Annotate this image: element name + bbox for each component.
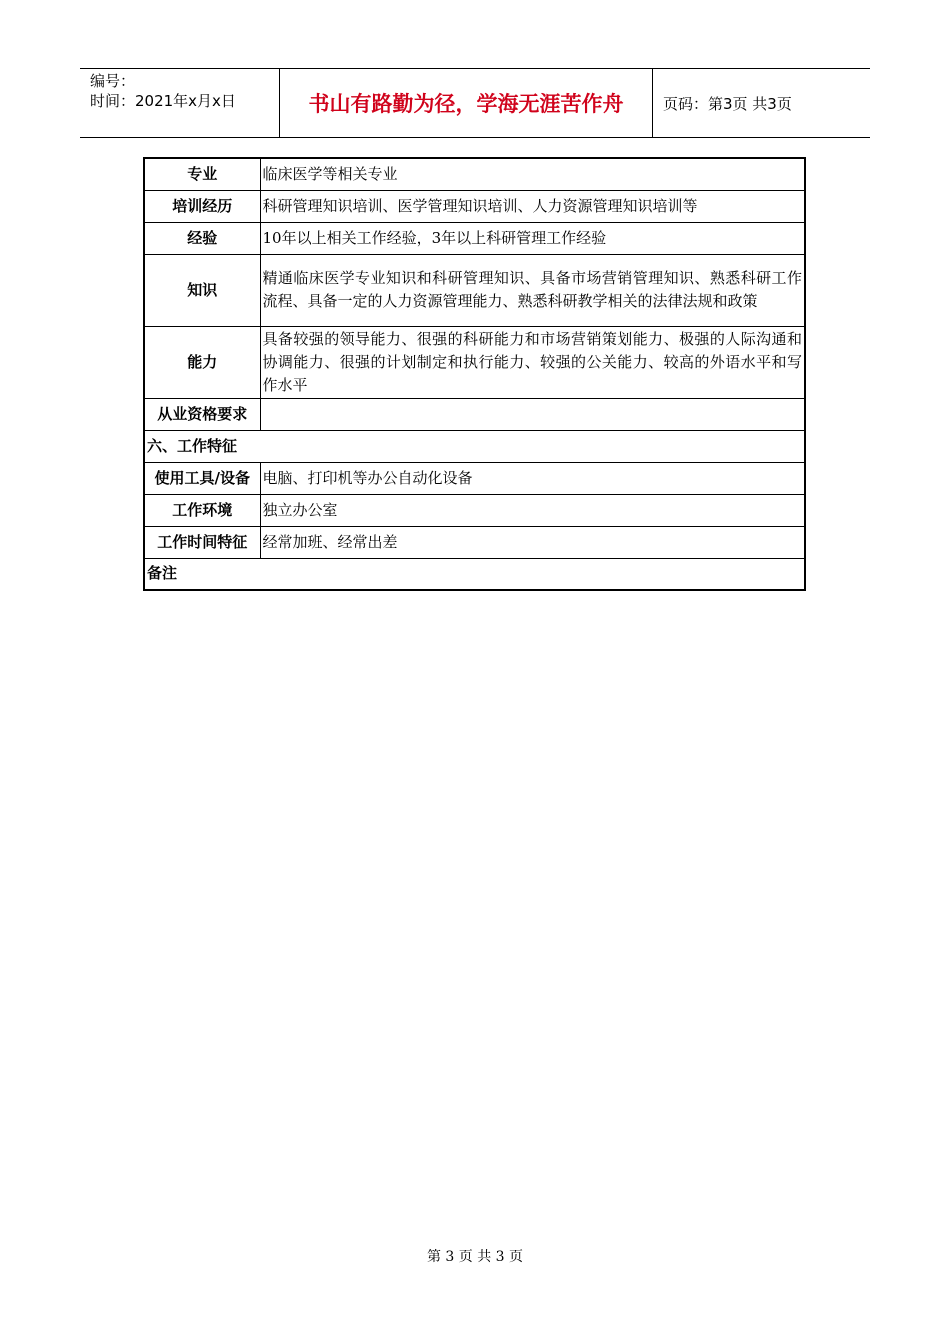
row-label: 知识 [144, 254, 260, 326]
row-label: 使用工具/设备 [144, 462, 260, 494]
table-row [144, 254, 805, 326]
table-row [144, 326, 805, 398]
document-time-label: 时间：2021年x月x日 [90, 92, 236, 110]
page-footer: 第 3 页 共 3 页 [426, 1249, 524, 1265]
row-value: 科研管理知识培训、医学管理知识培训、人力资源管理知识培训等 [260, 190, 805, 222]
row-label: 经验 [144, 222, 260, 254]
table-row [144, 158, 805, 190]
row-value: 独立办公室 [260, 494, 805, 526]
job-requirements-table [143, 157, 806, 591]
section-title: 六、工作特征 [144, 430, 805, 462]
row-label: 工作时间特征 [144, 526, 260, 558]
remarks-label: 备注 [144, 558, 805, 590]
table-row [144, 190, 805, 222]
row-label: 培训经历 [144, 190, 260, 222]
row-value: 精通临床医学专业知识和科研管理知识、具备市场营销管理知识、熟悉科研工作流程、具备一定的人力资源管理能力、熟悉科研教学相关的法律法规和政策 [260, 254, 805, 326]
row-value: 10年以上相关工作经验，3年以上科研管理工作经验 [260, 222, 805, 254]
row-value [260, 398, 805, 430]
header-page-info: 页码：第3页 共3页 [663, 94, 792, 113]
row-value: 具备较强的领导能力、很强的科研能力和市场营销策划能力、极强的人际沟通和协调能力、很强的计划制定和执行能力、较强的公关能力、较高的外语水平和写作水平 [260, 326, 805, 398]
document-number-label: 编号： [90, 72, 136, 90]
row-label: 专业 [144, 158, 260, 190]
remarks-row [144, 558, 805, 590]
row-label: 工作环境 [144, 494, 260, 526]
row-label: 能力 [144, 326, 260, 398]
table-row [144, 462, 805, 494]
table-row [144, 526, 805, 558]
header-motto: 书山有路勤为径，学海无涯苦作舟 [280, 69, 653, 137]
row-label: 从业资格要求 [144, 398, 260, 430]
table-row [144, 398, 805, 430]
section-row [144, 430, 805, 462]
row-value: 经常加班、经常出差 [260, 526, 805, 558]
page-header [80, 68, 870, 138]
row-value: 电脑、打印机等办公自动化设备 [260, 462, 805, 494]
header-meta [80, 69, 280, 137]
row-value: 临床医学等相关专业 [260, 158, 805, 190]
table-row [144, 222, 805, 254]
table-row [144, 494, 805, 526]
